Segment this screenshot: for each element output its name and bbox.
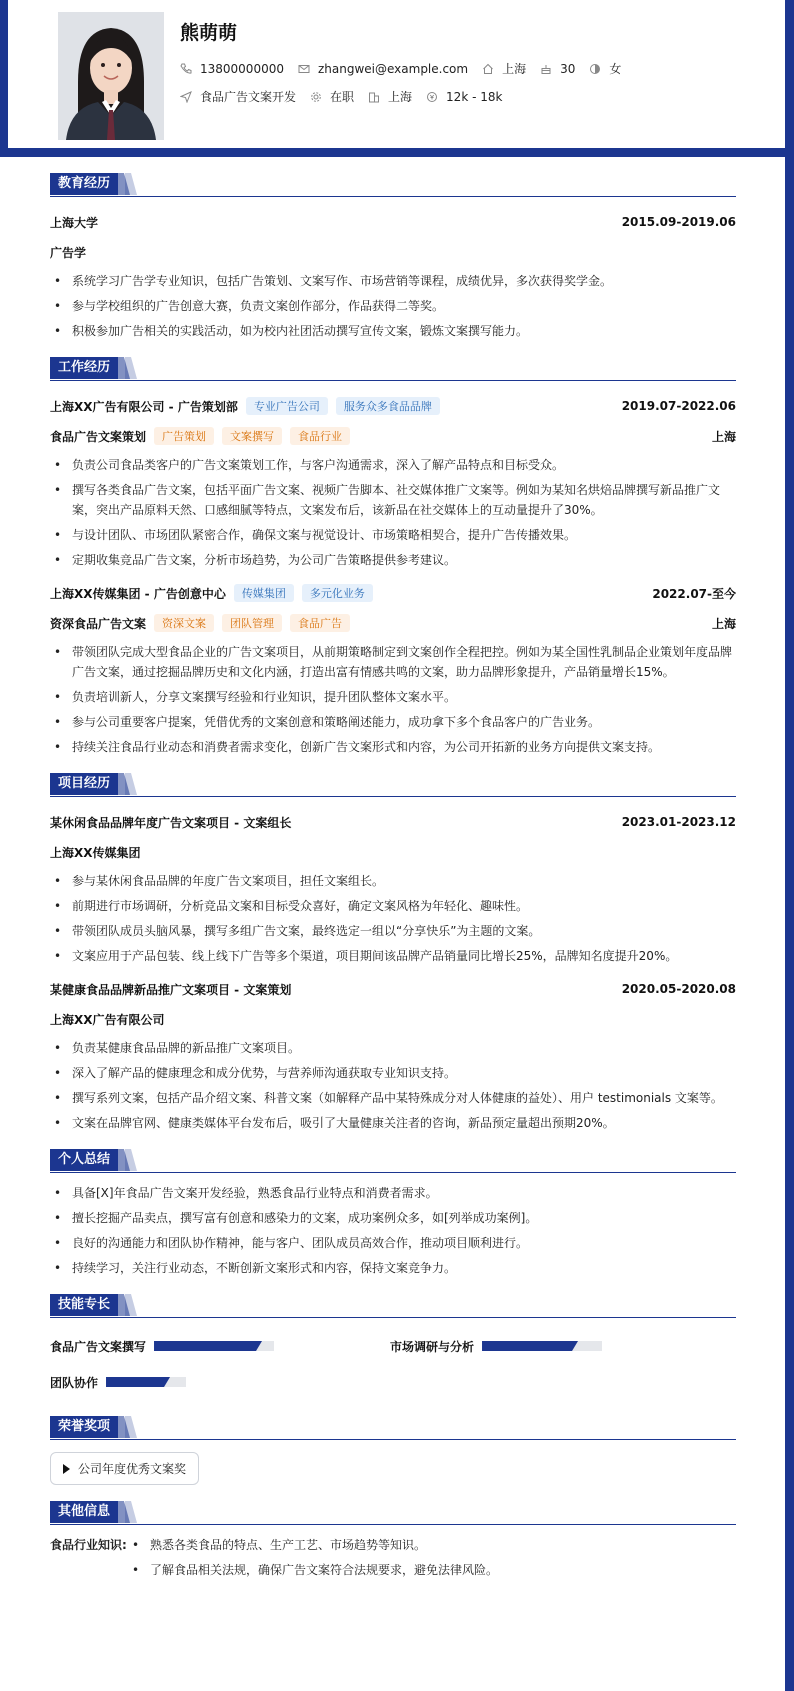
education-section: [50, 173, 736, 341]
skill-bar: [106, 1377, 186, 1387]
award-name: 公司年度优秀文案奖: [78, 1462, 187, 1476]
company-tag: 多元化业务: [302, 584, 373, 602]
list-item: • 参与某休闲食品品牌的年度广告文案项目，担任文案组长。: [50, 871, 736, 891]
gender-text: 女: [609, 62, 622, 76]
section-title: 技能专长: [50, 1294, 118, 1316]
skill-name: 市场调研与分析: [390, 1339, 475, 1354]
skill-bar: [482, 1341, 602, 1351]
project-name-row: [50, 807, 736, 837]
job-target-text: 食品广告文案开发: [200, 90, 297, 104]
email-text: zhangwei@example.com: [317, 61, 469, 76]
skill-bar: [154, 1341, 274, 1351]
gender-icon: [589, 63, 601, 75]
project-period: 2023.01-2023.12: [621, 815, 736, 829]
summary-bullets: [50, 1183, 736, 1278]
section-title: 工作经历: [50, 357, 118, 379]
resume-body: [50, 157, 736, 1585]
education-major-row: [50, 237, 736, 267]
avatar: [58, 12, 164, 140]
project-bullets: [50, 871, 736, 966]
section-title-decoration: [125, 173, 139, 195]
role-tag: 文案撰写: [222, 427, 282, 445]
award-item: [50, 1452, 199, 1485]
company-name: 上海XX传媒集团 - 广告创意中心: [50, 586, 226, 601]
section-title-decoration: [125, 1149, 139, 1171]
age-item: [540, 62, 575, 76]
job-role: 资深食品广告文案: [50, 616, 147, 631]
role-tag: 团队管理: [222, 614, 282, 632]
list-item: • 带领团队完成大型食品企业的广告文案项目，从前期策略制定到文案创作全程把控。例如为某全国性乳制品企业策划年度品牌广告文案，通过挖掘品牌历史和文化内涵，打造出富有情感共鸣的文案，助力品牌形象提升，产品销量增长15%。: [50, 642, 736, 682]
company-tag: 传媒集团: [234, 584, 294, 602]
frame-top-bar: [0, 148, 794, 157]
phone-icon: [180, 63, 192, 75]
section-title: 荣誉奖项: [50, 1416, 118, 1438]
other-info-row: [50, 1535, 736, 1585]
salary-item: [426, 90, 502, 104]
building-icon: [368, 91, 380, 103]
skills-list: [50, 1328, 736, 1400]
role-tag: 广告策划: [154, 427, 214, 445]
job-entry: [50, 578, 736, 757]
skill-name: 食品广告文案撰写: [50, 1339, 147, 1354]
job-location: 上海: [711, 616, 736, 631]
role-tag: 食品广告: [290, 614, 350, 632]
list-item: • 深入了解产品的健康理念和成分优势，与营养师沟通获取专业知识支持。: [50, 1063, 736, 1083]
home-icon: [482, 63, 494, 75]
list-item: • 撰写系列文案，包括产品介绍文案、科普文案（如解释产品中某特殊成分对人体健康的益处）、用户 testimonials 文案等。: [50, 1088, 736, 1108]
candidate-name: 熊萌萌: [180, 22, 238, 44]
triangle-bullet-icon: [63, 1464, 70, 1474]
section-title: 教育经历: [50, 173, 118, 195]
project-name: 某健康食品品牌新品推广文案项目 - 文案策划: [50, 982, 292, 997]
target-city-text: 上海: [388, 90, 413, 104]
list-item: • 了解食品相关法规，确保广告文案符合法规要求，避免法律风险。: [128, 1560, 736, 1580]
list-item: • 熟悉各类食品的特点、生产工艺、市场趋势等知识。: [128, 1535, 736, 1555]
section-header: [50, 1416, 736, 1440]
section-title-decoration: [125, 1294, 139, 1316]
role-tag: 食品行业: [290, 427, 350, 445]
company-tag: 服务众多食品品牌: [336, 397, 440, 415]
job-role-row: [50, 608, 736, 638]
job-company-row: [50, 578, 736, 608]
project-entry: [50, 807, 736, 966]
list-item: • 负责培训新人，分享文案撰写经验和行业知识，提升团队整体文案水平。: [50, 687, 736, 707]
company-name: 上海XX广告有限公司 - 广告策划部: [50, 399, 238, 414]
skill-bar-fill: [482, 1341, 578, 1351]
section-header: [50, 357, 736, 381]
section-title: 个人总结: [50, 1149, 118, 1171]
job-company-row: [50, 391, 736, 421]
other-section: [50, 1501, 736, 1585]
list-item: • 参与公司重要客户提案，凭借优秀的文案创意和策略阐述能力，成功拿下多个食品客户的广告业务。: [50, 712, 736, 732]
list-item: • 带领团队成员头脑风暴，撰写多组广告文案，最终选定一组以“分享快乐”为主题的文案。: [50, 921, 736, 941]
company-tag: 专业广告公司: [246, 397, 328, 415]
list-item: • 前期进行市场调研，分析竞品文案和目标受众喜好，确定文案风格为年轻化、趣味性。: [50, 896, 736, 916]
phone-item: [180, 62, 284, 76]
job-role: 食品广告文案策划: [50, 429, 147, 444]
list-item: • 良好的沟通能力和团队协作精神，能与客户、团队成员高效合作，推动项目顺利进行。: [50, 1233, 736, 1253]
section-title: 项目经历: [50, 773, 118, 795]
section-header: [50, 1294, 736, 1318]
skill-item: [390, 1328, 730, 1364]
project-name-row: [50, 974, 736, 1004]
cake-icon: [540, 63, 552, 75]
job-bullets: [50, 455, 736, 570]
list-item: • 持续关注食品行业动态和消费者需求变化，创新广告文案形式和内容，为公司开拓新的业务方向提供文案支持。: [50, 737, 736, 757]
phone-text: 13800000000: [200, 61, 284, 76]
city-item: [482, 60, 526, 77]
gender-item: [589, 60, 621, 77]
list-item: • 与设计团队、市场团队紧密合作，确保文案与视觉设计、市场策略相契合，提升广告传播效果。: [50, 525, 736, 545]
education-bullets: [50, 271, 736, 341]
frame-left-bar: [0, 0, 8, 155]
major: 广告学: [50, 245, 87, 260]
job-bullets: [50, 642, 736, 757]
email-item: [298, 62, 468, 76]
section-title-decoration: [125, 1416, 139, 1438]
status-item: [310, 88, 354, 105]
email-icon: [298, 63, 310, 75]
list-item: • 持续学习，关注行业动态，不断创新文案形式和内容，保持文案竞争力。: [50, 1258, 736, 1278]
skill-item: [50, 1364, 390, 1400]
job-entry: [50, 391, 736, 570]
role-tag: 资深文案: [154, 614, 214, 632]
section-title-decoration: [125, 773, 139, 795]
list-item: • 积极参加广告相关的实践活动，如为校内社团活动撰写宣传文案，锻炼文案撰写能力。: [50, 321, 736, 341]
resume-header: [8, 0, 785, 148]
project-entry: [50, 974, 736, 1133]
job-role-row: [50, 421, 736, 451]
section-header: [50, 1149, 736, 1173]
section-header: [50, 1501, 736, 1525]
list-item: • 参与学校组织的广告创意大赛，负责文案创作部分，作品获得二等奖。: [50, 296, 736, 316]
section-header: [50, 173, 736, 197]
list-item: • 负责公司食品类客户的广告文案策划工作，与客户沟通需求，深入了解产品特点和目标受众。: [50, 455, 736, 475]
target-city-item: [368, 88, 412, 105]
job-location: 上海: [711, 429, 736, 444]
project-org: 上海XX广告有限公司: [50, 1012, 165, 1027]
salary-text: 12k - 18k: [446, 89, 503, 104]
list-item: • 系统学习广告学专业知识，包括广告策划、文案写作、市场营销等课程，成绩优异，多次获得奖学金。: [50, 271, 736, 291]
school-name: 上海大学: [50, 215, 99, 230]
status-text: 在职: [330, 90, 355, 104]
skill-bar-fill: [106, 1377, 170, 1387]
skills-section: [50, 1294, 736, 1400]
job-period: 2019.07-2022.06: [621, 399, 736, 413]
education-period: 2015.09-2019.06: [621, 215, 736, 229]
job-period: 2022.07-至今: [652, 586, 736, 601]
awards-section: [50, 1416, 736, 1485]
list-item: • 文案在品牌官网、健康类媒体平台发布后，吸引了大量健康关注者的咨询，新品预定量超出预期20%。: [50, 1113, 736, 1133]
other-bullets: [128, 1535, 736, 1585]
work-section: [50, 357, 736, 757]
section-title: 其他信息: [50, 1501, 118, 1523]
section-title-decoration: [125, 357, 139, 379]
skill-bar-fill: [154, 1341, 262, 1351]
city-text: 上海: [502, 62, 527, 76]
project-bullets: [50, 1038, 736, 1133]
projects-section: [50, 773, 736, 1133]
list-item: • 定期收集竞品广告文案，分析市场趋势，为公司广告策略提供参考建议。: [50, 550, 736, 570]
project-org-row: [50, 837, 736, 867]
gear-icon: [310, 91, 322, 103]
education-school-row: [50, 207, 736, 237]
project-org: 上海XX传媒集团: [50, 845, 141, 860]
contact-row: [180, 60, 635, 77]
coin-icon: [426, 91, 438, 103]
other-label: 食品行业知识:: [50, 1538, 127, 1552]
list-item: • 擅长挖掘产品卖点，撰写富有创意和感染力的文案，成功案例众多，如[列举成功案例]。: [50, 1208, 736, 1228]
send-icon: [180, 91, 192, 103]
skill-name: 团队协作: [50, 1375, 99, 1390]
skill-item: [50, 1328, 390, 1364]
list-item: • 具备[X]年食品广告文案开发经验，熟悉食品行业特点和消费者需求。: [50, 1183, 736, 1203]
list-item: • 撰写各类食品广告文案，包括平面广告文案、视频广告脚本、社交媒体推广文案等。例如为某知名烘焙品牌撰写新品推广文案，突出产品原料天然、口感细腻等特点，文案发布后，该新品在社交媒体上的互动量提升了30%。: [50, 480, 736, 520]
list-item: • 文案应用于产品包装、线上线下广告等多个渠道，项目期间该品牌产品销量同比增长25%，品牌知名度提升20%。: [50, 946, 736, 966]
project-period: 2020.05-2020.08: [621, 982, 736, 996]
job-intent-row: [180, 88, 516, 105]
frame-right-bar: [785, 0, 794, 1691]
summary-section: [50, 1149, 736, 1278]
age-text: 30: [560, 61, 576, 76]
job-target-item: [180, 88, 296, 105]
project-name: 某休闲食品品牌年度广告文案项目 - 文案组长: [50, 815, 292, 830]
section-header: [50, 773, 736, 797]
project-org-row: [50, 1004, 736, 1034]
section-title-decoration: [125, 1501, 139, 1523]
list-item: • 负责某健康食品品牌的新品推广文案项目。: [50, 1038, 736, 1058]
